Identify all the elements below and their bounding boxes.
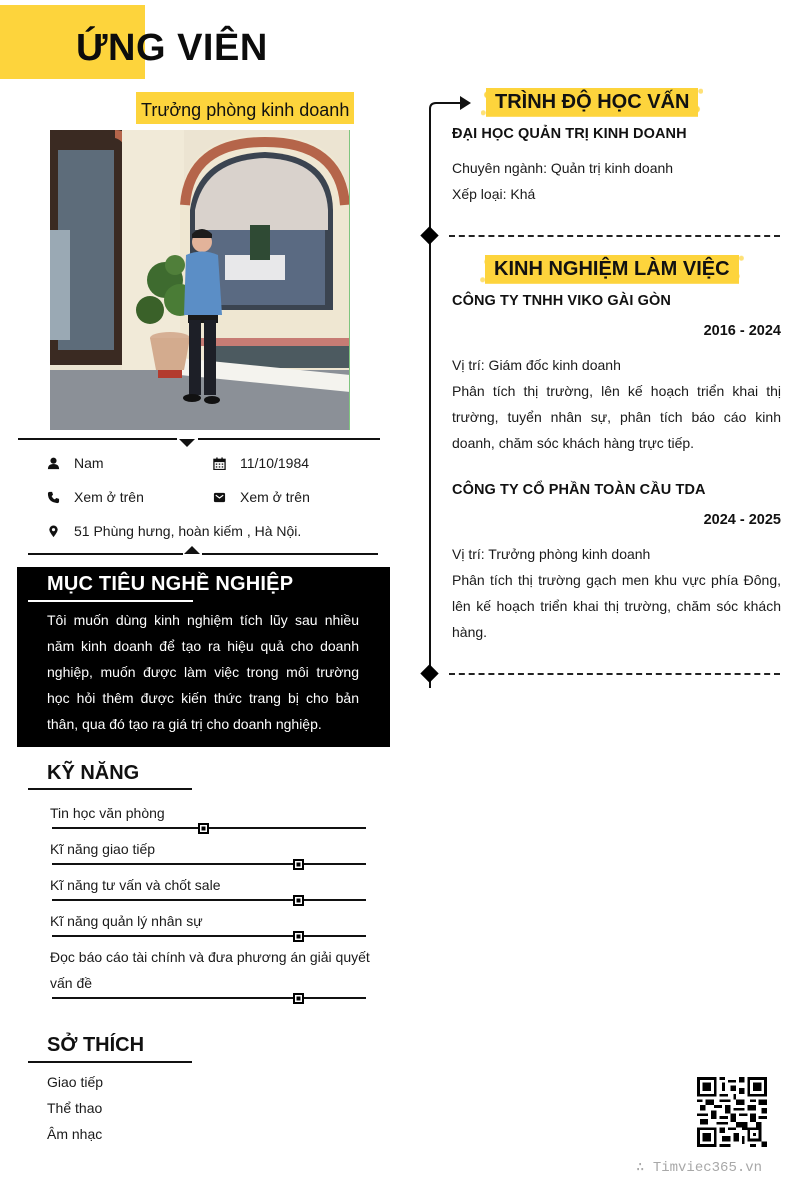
experience-company: CÔNG TY CỔ PHẦN TOÀN CẦU TDA xyxy=(452,482,706,498)
phone-icon xyxy=(46,490,60,504)
experience-company: CÔNG TY TNHH VIKO GÀI GÒN xyxy=(452,293,671,309)
calendar-icon xyxy=(212,456,226,470)
skills-title: KỸ NĂNG xyxy=(47,762,140,784)
contact-divider-top-right xyxy=(198,438,380,440)
timeline-arrow-icon xyxy=(426,93,474,115)
position-badge: Trưởng phòng kinh doanh xyxy=(136,92,354,124)
birthday-value: 11/10/1984 xyxy=(240,455,310,471)
experience-description: Phân tích thị trường, lên kế hoạch triển khai thị trường, tuyển nhân sự, phân tích báo cáo kinh doanh, chăm sóc khách hàng trực tiếp. xyxy=(452,383,781,451)
email-value: Xem ở trên xyxy=(240,489,310,505)
education-school: ĐẠI HỌC QUẢN TRỊ KINH DOANH xyxy=(452,126,687,142)
experience-title: KINH NGHIỆM LÀM VIỆC xyxy=(480,251,744,287)
skill-track xyxy=(52,863,366,865)
skill-item xyxy=(50,944,372,996)
triangle-up-icon xyxy=(184,546,200,554)
timeline-diamond-icon xyxy=(420,226,438,244)
qr-code-icon xyxy=(697,1077,767,1147)
hobbies-title: SỞ THÍCH xyxy=(47,1034,145,1056)
skill-level-handle xyxy=(198,823,209,834)
objective-title-underline xyxy=(28,600,193,602)
education-major: Chuyên ngành: Quản trị kinh doanh xyxy=(452,160,674,176)
skill-label: Kĩ năng tư vấn và chốt sale xyxy=(50,877,221,893)
phone-value: Xem ở trên xyxy=(74,489,144,505)
experience-years: 2016 - 2024 xyxy=(703,323,781,339)
skill-track xyxy=(52,935,366,937)
education-title: TRÌNH ĐỘ HỌC VẤN xyxy=(481,84,703,120)
contact-phone xyxy=(46,488,144,506)
education-grade: Xếp loại: Khá xyxy=(452,186,536,202)
experience-role: Vị trí: Giám đốc kinh doanh xyxy=(452,357,621,373)
hobbies-title-underline xyxy=(28,1061,192,1063)
user-icon xyxy=(46,456,60,470)
contact-divider-top-left xyxy=(18,438,177,440)
skill-track xyxy=(52,997,366,999)
gender-value: Nam xyxy=(74,455,104,471)
contact-divider-bottom-right xyxy=(202,553,378,555)
envelope-icon xyxy=(212,490,226,504)
hobby-item: Âm nhạc xyxy=(47,1126,103,1142)
skill-item xyxy=(50,836,372,862)
skill-level-handle xyxy=(293,859,304,870)
hobby-item: Giao tiếp xyxy=(47,1074,104,1090)
candidate-name: ỨNG VIÊN xyxy=(76,27,268,69)
skill-label: Kĩ năng quản lý nhân sự xyxy=(50,913,203,929)
watermark: ∴ Timviec365.vn xyxy=(636,1160,763,1176)
candidate-photo xyxy=(50,130,350,430)
skill-label: Đọc báo cáo tài chính và đưa phương án giải quyết vấn đề xyxy=(50,949,370,991)
timeline-diamond-icon xyxy=(420,664,438,682)
skill-label: Tin học văn phòng xyxy=(50,805,165,821)
objective-text: Tôi muốn dùng kinh nghiệm tích lũy sau nhiều năm kinh doanh để tạo ra hiệu quả cho doanh nghiệp, muốn được làm việc trong môi trường học hỏi thêm được kiến thức trang bị cho bản thân, qua đó tạo ra giá trị cho doanh nghiệp. xyxy=(47,612,359,732)
skill-item xyxy=(50,800,372,826)
timeline-dashed-divider xyxy=(449,673,780,675)
skill-label: Kĩ năng giao tiếp xyxy=(50,841,156,857)
skill-level-handle xyxy=(293,993,304,1004)
contact-address xyxy=(46,522,301,540)
contact-birthday xyxy=(212,454,309,472)
objective-title: MỤC TIÊU NGHỀ NGHIỆP xyxy=(47,573,294,595)
hobby-item: Thể thao xyxy=(47,1100,103,1116)
contact-gender xyxy=(46,454,104,472)
timeline-dashed-divider xyxy=(449,235,780,237)
timeline-line xyxy=(429,114,431,688)
objective-section xyxy=(17,567,390,747)
skill-track xyxy=(52,899,366,901)
experience-description: Phân tích thị trường gạch men khu vực phía Đông, lên kế hoạch triển khai thị trường, chăm sóc khách hàng. xyxy=(452,572,781,640)
map-marker-icon xyxy=(46,524,60,538)
triangle-down-icon xyxy=(179,439,195,447)
skill-level-handle xyxy=(293,895,304,906)
skills-title-underline xyxy=(28,788,192,790)
experience-years: 2024 - 2025 xyxy=(703,512,781,528)
skill-item xyxy=(50,872,372,898)
address-value: 51 Phùng hưng, hoàn kiếm , Hà Nội. xyxy=(74,523,302,539)
skill-item xyxy=(50,908,372,934)
skill-track xyxy=(52,827,366,829)
skill-level-handle xyxy=(293,931,304,942)
contact-divider-bottom-left xyxy=(28,553,183,555)
contact-email xyxy=(212,488,310,506)
experience-role: Vị trí: Trưởng phòng kinh doanh xyxy=(452,546,651,562)
